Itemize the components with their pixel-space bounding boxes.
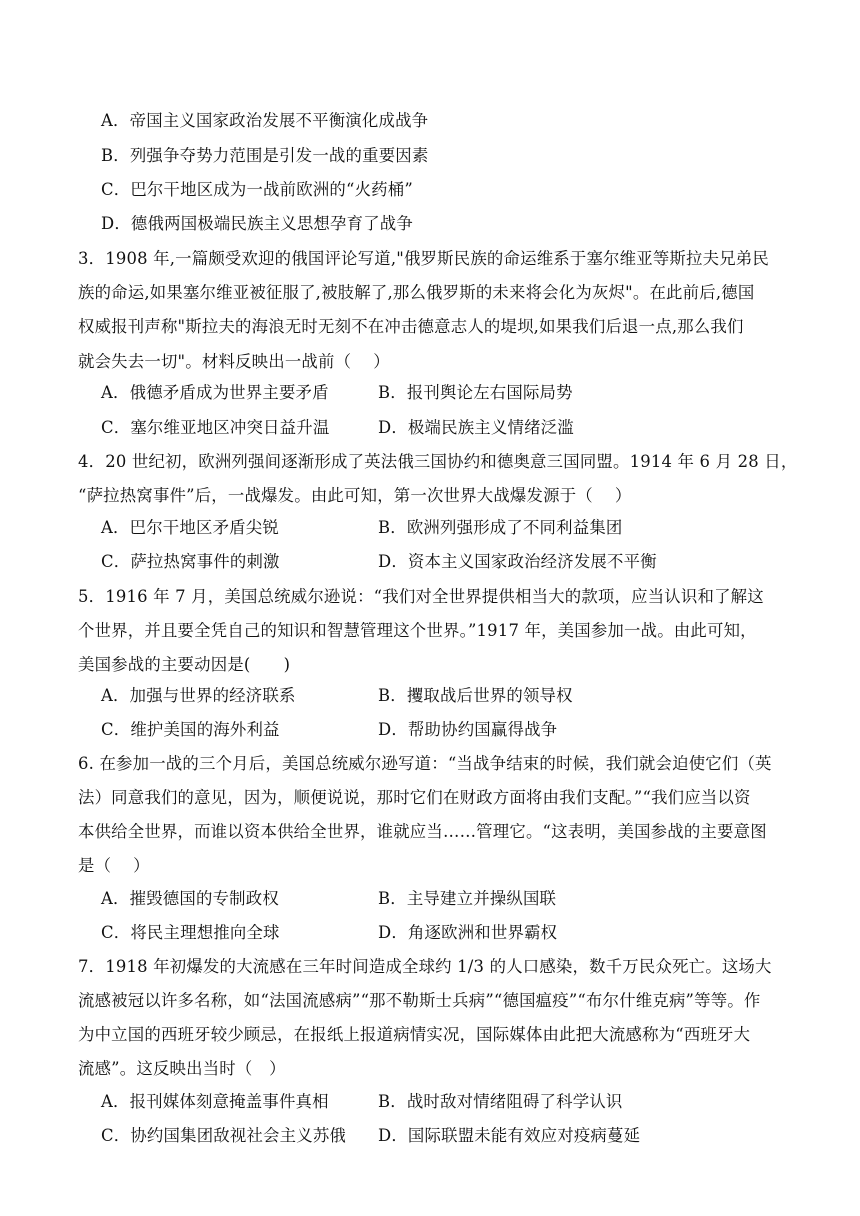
q5-option-a: A．加强与世界的经济联系 xyxy=(101,686,296,705)
q5-stem-line: 5．1916 年 7 月，美国总统威尔逊说：“我们对全世界提供相当大的款项，应当认识和了解这 xyxy=(78,587,764,606)
q2-option-c: C．巴尔干地区成为一战前欧洲的“火药桶” xyxy=(101,180,413,199)
q7-option-a: A．报刊媒体刻意掩盖事件真相 xyxy=(101,1092,329,1111)
q3-stem-line: 就会失去一切"。材料反映出一战前（ ） xyxy=(78,352,390,371)
q7-stem-line: 流感被冠以许多名称，如“法国流感病”“那不勒斯士兵病”“德国瘟疫”“布尔什维克病”等等。作 xyxy=(78,991,761,1010)
q2-option-a: A．帝国主义国家政治发展不平衡演化成战争 xyxy=(101,111,429,130)
q5-option-b: B．攫取战后世界的领导权 xyxy=(378,686,573,705)
q4-option-a: A．巴尔干地区矛盾尖锐 xyxy=(101,518,279,537)
q6-option-a: A．摧毁德国的专制政权 xyxy=(101,889,279,908)
q3-option-a: A．俄德矛盾成为世界主要矛盾 xyxy=(101,383,329,402)
q6-stem-line: 本供给全世界，而谁以资本供给全世界，谁就应当……管理它。“这表明，美国参战的主要意图 xyxy=(78,822,767,841)
q4-option-b: B．欧洲列强形成了不同利益集团 xyxy=(378,518,623,537)
q6-option-d: D．角逐欧洲和世界霸权 xyxy=(378,923,558,942)
q7-option-d: D．国际联盟未能有效应对疫病蔓延 xyxy=(378,1126,641,1145)
q4-stem-line: “萨拉热窝事件”后，一战爆发。由此可知，第一次世界大战爆发源于（ ） xyxy=(78,486,632,505)
q7-option-c: C．协约国集团敌视社会主义苏俄 xyxy=(101,1126,347,1145)
q5-option-c: C．维护美国的海外利益 xyxy=(101,720,280,739)
q3-option-c: C．塞尔维亚地区冲突日益升温 xyxy=(101,418,330,437)
q3-stem-line: 3．1908 年,一篇颇受欢迎的俄国评论写道,"俄罗斯民族的命运维系于塞尔维亚等斯拉夫兄弟民 xyxy=(78,249,769,268)
q6-stem-line: 法）同意我们的意见，因为，顺便说说，那时它们在财政方面将由我们支配。”“我们应当以资 xyxy=(78,788,751,807)
q4-option-c: C．萨拉热窝事件的刺激 xyxy=(101,552,280,571)
q5-option-d: D．帮助协约国赢得战争 xyxy=(378,720,558,739)
q2-option-b: B．列强争夺势力范围是引发一战的重要因素 xyxy=(101,146,429,165)
q6-stem-line: 6. 在参加一战的三个月后，美国总统威尔逊写道：“当战争结束的时候，我们就会迫使它们（英 xyxy=(78,754,772,773)
q2-option-d: D．德俄两国极端民族主义思想孕育了战争 xyxy=(101,214,413,233)
q7-stem-line: 7．1918 年初爆发的大流感在三年时间造成全球约 1/3 的人口感染，数千万民众死亡。这场大 xyxy=(78,957,772,976)
q3-stem-line: 权威报刊声称"斯拉夫的海浪无时无刻不在冲击德意志人的堤坝,如果我们后退一点,那么我们 xyxy=(78,317,744,336)
q3-option-b: B．报刊舆论左右国际局势 xyxy=(378,383,573,402)
q5-stem-line: 美国参战的主要动因是( ) xyxy=(78,655,291,674)
q4-stem-line: 4．20 世纪初，欧洲列强间逐渐形成了英法俄三国协约和德奥意三国同盟。1914 年 6 月 28 日， xyxy=(78,452,798,471)
q4-option-d: D．资本主义国家政治经济发展不平衡 xyxy=(378,552,657,571)
q7-stem-line: 为中立国的西班牙较少顾忌，在报纸上报道病情实况，国际媒体由此把大流感称为“西班牙大 xyxy=(78,1025,751,1044)
q3-option-d: D．极端民族主义情绪泛滥 xyxy=(378,418,574,437)
q6-stem-line: 是（ ） xyxy=(78,856,150,875)
q6-option-b: B．主导建立并操纵国联 xyxy=(378,889,557,908)
q7-stem-line: 流感”。这反映出当时（ ） xyxy=(78,1059,286,1078)
q7-option-b: B．战时敌对情绪阻碍了科学认识 xyxy=(378,1092,623,1111)
q3-stem-line: 族的命运,如果塞尔维亚被征服了,被肢解了,那么俄罗斯的未来将会化为灰烬"。在此前后,德国 xyxy=(78,283,755,302)
q5-stem-line: 个世界，并且要全凭自己的知识和智慧管理这个世界。”1917 年，美国参加一战。由此可知， xyxy=(78,621,757,640)
q6-option-c: C．将民主理想推向全球 xyxy=(101,923,280,942)
